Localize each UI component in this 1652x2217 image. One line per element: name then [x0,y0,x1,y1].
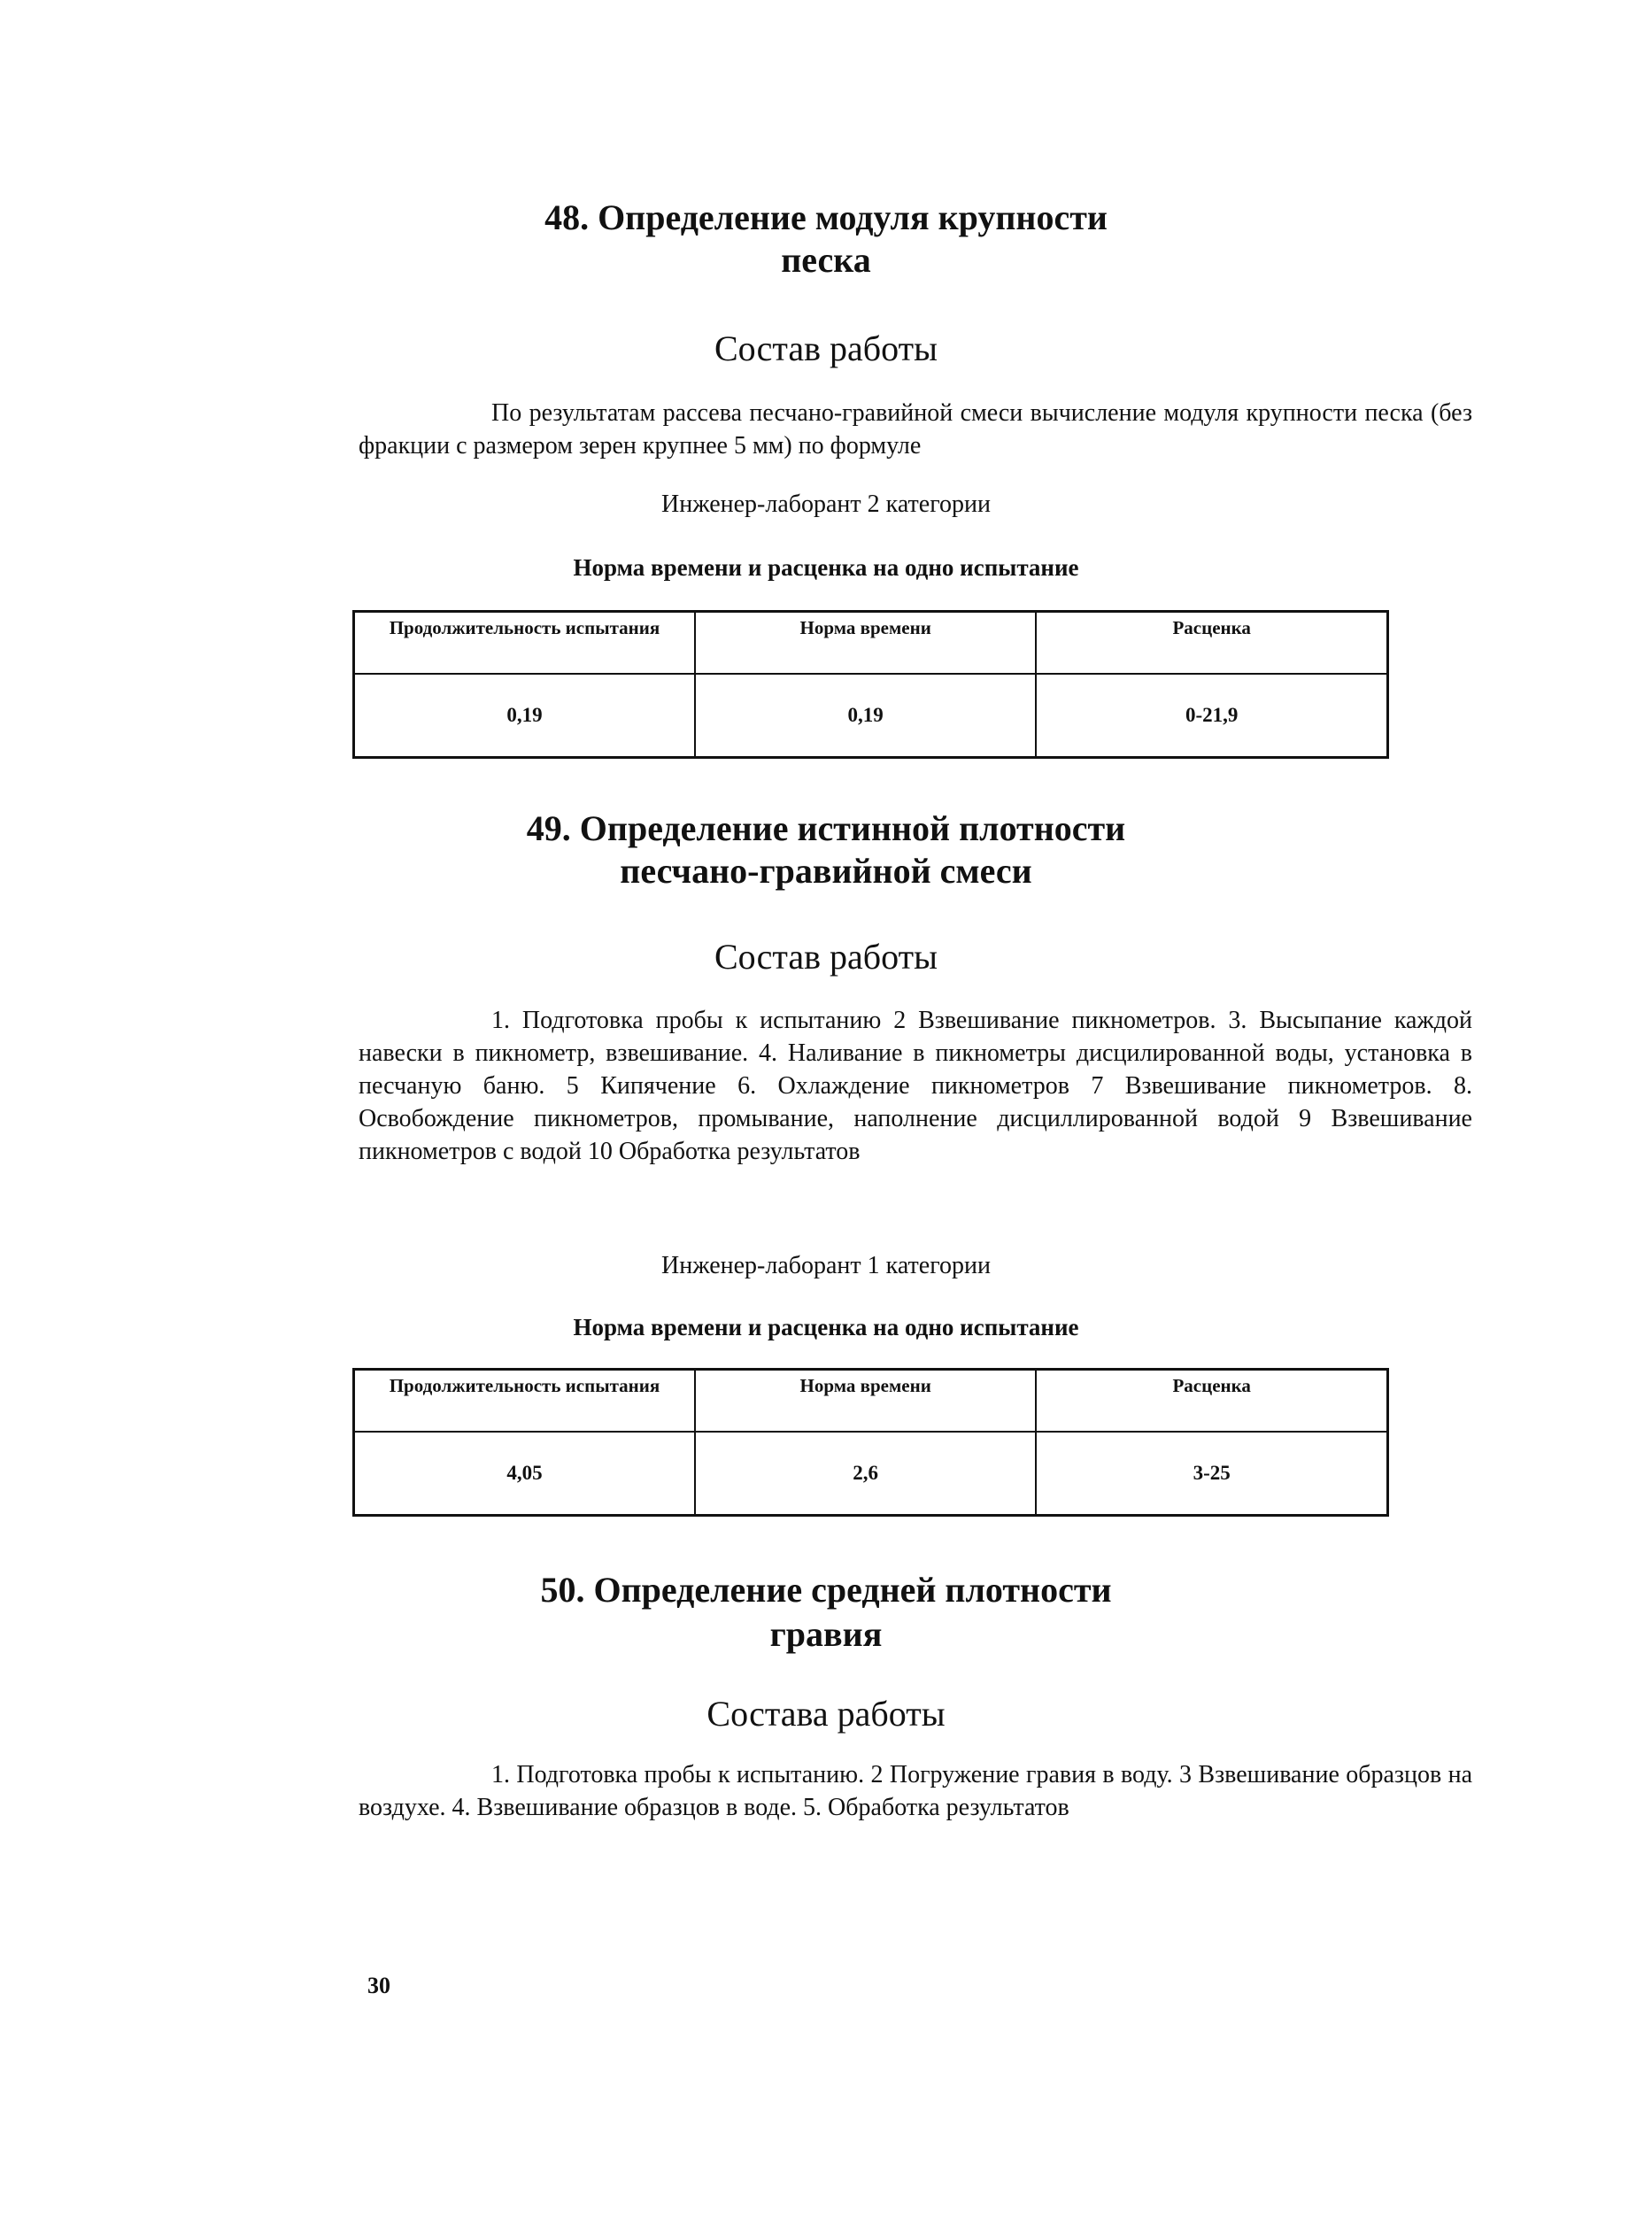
section-48-norm-heading: Норма времени и расценка на одно испытание [573,554,1079,581]
table-cell-duration: 0,19 [354,674,695,758]
table-header-rate: Расценка [1036,1370,1387,1433]
section-50-subtitle: Состава работы [706,1694,946,1734]
table-cell-norm: 0,19 [695,674,1036,758]
section-50-text [359,1758,1472,1824]
section-48-text-content: По результатам рассева песчано-гравийной смеси вычисление модуля крупности песка (без фракции с размером зерен крупнее 5 мм) по формуле [359,399,1472,460]
section-48-title-line2: песка [781,240,871,280]
page-number: 30 [367,1973,390,1998]
section-49-title-line2: песчано-гравийной смеси [620,851,1032,891]
section-50-text-content: 1. Подготовка пробы к испытанию. 2 Погружение гравия в воду. 3 Взвешивание образцов на воздухе. 4. Взвешивание образцов в воде. 5. Обработка результатов [359,1761,1472,1821]
section-50-title-line2: гравия [769,1614,883,1654]
table-cell-rate: 3-25 [1036,1432,1387,1516]
table-header-duration: Продолжительность испытания [354,1370,695,1433]
section-48-norm-table [352,610,1389,759]
section-49-subtitle: Состав работы [714,937,938,977]
section-48-text [359,397,1472,462]
table-header-rate: Расценка [1036,612,1387,675]
section-49-text-content: 1. Подготовка пробы к испытанию 2 Взвешивание пикнометров. 3. Высыпание каждой навески в пикнометр, взвешивание. 4. Наливание в пикнометры дисцилированной воды, установка в песчаную баню. 5 Кипячение 6. Охлаждение пикнометров 7 Взвешивание пикнометров. 8. Освобождение пикнометров, промывание, наполнение дисциллированной водой 9 Взвешивание пикнометров с водой 10 Обработка результатов [359,1007,1472,1165]
section-48-worker: Инженер-лаборант 2 категории [661,491,991,518]
table-cell-norm: 2,6 [695,1432,1036,1516]
section-48-subtitle: Состав работы [714,328,938,368]
section-50-title-line1: 50. Определение средней плотности [540,1570,1112,1610]
section-49-title-line1: 49. Определение истинной плотности [526,808,1126,848]
table-header-norm: Норма времени [695,1370,1036,1433]
table-header-duration: Продолжительность испытания [354,612,695,675]
section-48-title-line1: 48. Определение модуля крупности [544,197,1108,237]
table-header-norm: Норма времени [695,612,1036,675]
section-49-norm-heading: Норма времени и расценка на одно испытание [573,1314,1079,1340]
section-49-text [359,1004,1472,1168]
section-49-norm-table [352,1368,1389,1517]
table-cell-duration: 4,05 [354,1432,695,1516]
table-cell-rate: 0-21,9 [1036,674,1387,758]
section-49-worker: Инженер-лаборант 1 категории [661,1252,991,1279]
